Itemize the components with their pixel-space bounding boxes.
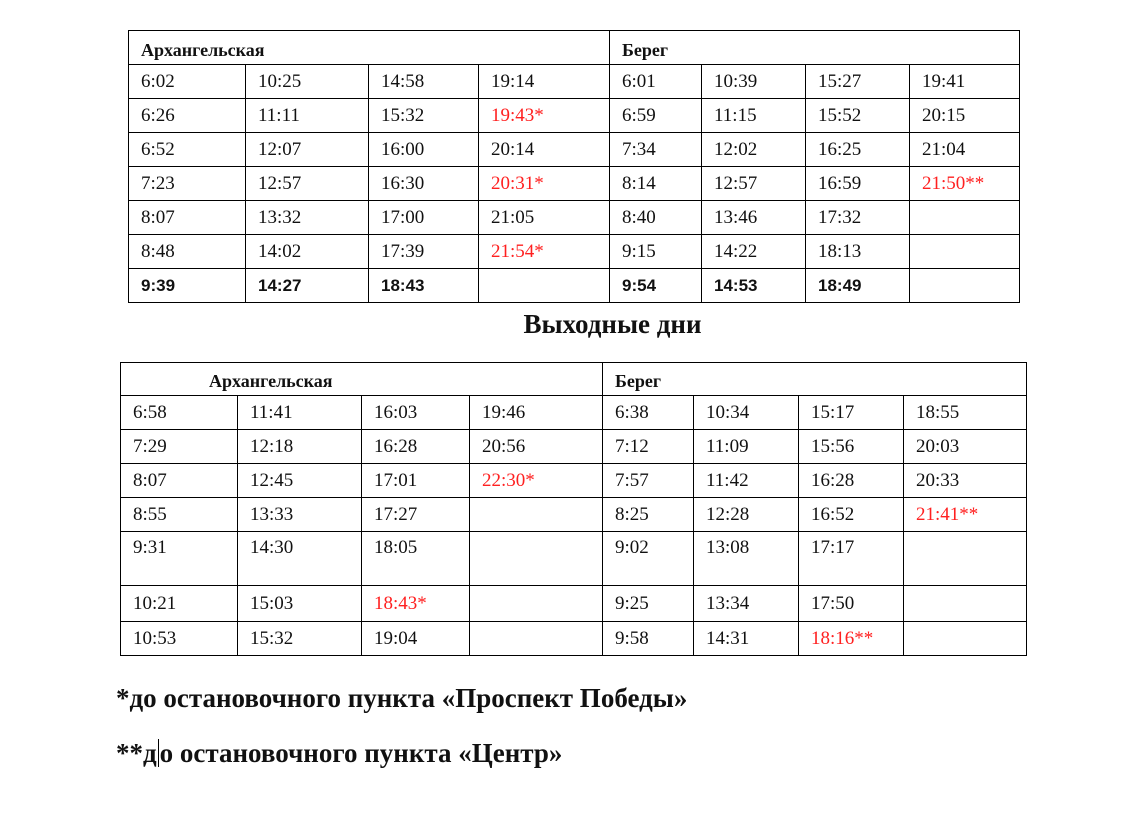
time-cell xyxy=(910,235,1020,269)
time-cell-highlighted: 20:31* xyxy=(479,167,610,201)
column-header-arkhangelskaya: Архангельская xyxy=(121,363,603,396)
time-cell: 17:01 xyxy=(362,464,470,498)
footnote-double-asterisk xyxy=(116,738,562,769)
time-cell: 20:56 xyxy=(470,430,603,464)
table-row xyxy=(121,464,1027,498)
time-cell: 16:00 xyxy=(369,133,479,167)
time-cell: 16:59 xyxy=(806,167,910,201)
time-cell: 9:31 xyxy=(121,532,238,586)
footnote-single-asterisk: *до остановочного пункта «Проспект Победы» xyxy=(116,683,688,713)
time-cell: 17:39 xyxy=(369,235,479,269)
time-cell xyxy=(904,586,1027,622)
table-row xyxy=(129,99,1020,133)
table-row xyxy=(129,133,1020,167)
time-cell: 18:43 xyxy=(369,269,479,303)
time-cell: 15:32 xyxy=(369,99,479,133)
time-cell: 19:41 xyxy=(910,65,1020,99)
time-cell xyxy=(910,269,1020,303)
time-cell: 15:03 xyxy=(238,586,362,622)
time-cell: 21:05 xyxy=(479,201,610,235)
weekend-section-title: Выходные дни xyxy=(523,309,702,339)
time-cell: 12:18 xyxy=(238,430,362,464)
time-cell: 13:33 xyxy=(238,498,362,532)
time-cell: 20:03 xyxy=(904,430,1027,464)
time-cell: 16:52 xyxy=(799,498,904,532)
time-cell: 10:25 xyxy=(246,65,369,99)
time-cell-highlighted: 21:50** xyxy=(910,167,1020,201)
time-cell: 9:25 xyxy=(603,586,694,622)
time-cell: 18:05 xyxy=(362,532,470,586)
time-cell: 6:26 xyxy=(129,99,246,133)
time-cell: 16:30 xyxy=(369,167,479,201)
time-cell: 15:52 xyxy=(806,99,910,133)
footnote-prefix: **д xyxy=(116,738,157,768)
time-cell: 7:29 xyxy=(121,430,238,464)
time-cell: 9:02 xyxy=(603,532,694,586)
time-cell: 11:15 xyxy=(702,99,806,133)
time-cell-highlighted: 18:43* xyxy=(362,586,470,622)
time-cell xyxy=(904,532,1027,586)
text-cursor xyxy=(158,739,159,767)
table-row xyxy=(121,622,1027,656)
time-cell xyxy=(470,498,603,532)
time-cell: 10:21 xyxy=(121,586,238,622)
time-cell: 8:14 xyxy=(610,167,702,201)
time-cell: 18:13 xyxy=(806,235,910,269)
time-cell-highlighted: 21:41** xyxy=(904,498,1027,532)
time-cell: 13:34 xyxy=(694,586,799,622)
time-cell: 13:08 xyxy=(694,532,799,586)
time-cell: 7:34 xyxy=(610,133,702,167)
footnote-text: о остановочного пункта «Центр» xyxy=(159,738,563,768)
time-cell: 17:27 xyxy=(362,498,470,532)
time-cell: 10:53 xyxy=(121,622,238,656)
time-cell: 12:07 xyxy=(246,133,369,167)
time-cell xyxy=(479,269,610,303)
time-cell: 17:32 xyxy=(806,201,910,235)
time-cell: 6:02 xyxy=(129,65,246,99)
time-cell-highlighted: 21:54* xyxy=(479,235,610,269)
time-cell: 21:04 xyxy=(910,133,1020,167)
time-cell: 19:46 xyxy=(470,396,603,430)
time-cell: 16:28 xyxy=(799,464,904,498)
time-cell: 17:50 xyxy=(799,586,904,622)
time-cell: 8:25 xyxy=(603,498,694,532)
time-cell: 6:58 xyxy=(121,396,238,430)
time-cell: 20:15 xyxy=(910,99,1020,133)
time-cell: 10:39 xyxy=(702,65,806,99)
time-cell: 9:54 xyxy=(610,269,702,303)
table-row xyxy=(121,586,1027,622)
weekend-schedule-table xyxy=(120,362,1027,656)
time-cell: 6:01 xyxy=(610,65,702,99)
time-cell: 20:14 xyxy=(479,133,610,167)
table-row xyxy=(129,167,1020,201)
table-row xyxy=(129,65,1020,99)
time-cell: 14:27 xyxy=(246,269,369,303)
column-header-arkhangelskaya: Архангельская xyxy=(129,31,610,65)
time-cell: 12:45 xyxy=(238,464,362,498)
time-cell: 18:55 xyxy=(904,396,1027,430)
time-cell-highlighted: 18:16** xyxy=(799,622,904,656)
time-cell: 11:42 xyxy=(694,464,799,498)
time-cell: 8:48 xyxy=(129,235,246,269)
time-cell: 15:32 xyxy=(238,622,362,656)
table-row xyxy=(121,532,1027,586)
time-cell: 15:27 xyxy=(806,65,910,99)
time-cell: 6:38 xyxy=(603,396,694,430)
table-row xyxy=(121,396,1027,430)
time-cell: 9:39 xyxy=(129,269,246,303)
time-cell: 6:59 xyxy=(610,99,702,133)
time-cell: 15:17 xyxy=(799,396,904,430)
time-cell: 11:11 xyxy=(246,99,369,133)
time-cell: 18:49 xyxy=(806,269,910,303)
time-cell: 14:53 xyxy=(702,269,806,303)
time-cell: 9:15 xyxy=(610,235,702,269)
time-cell: 19:14 xyxy=(479,65,610,99)
time-cell: 13:46 xyxy=(702,201,806,235)
time-cell: 10:34 xyxy=(694,396,799,430)
table-header-row xyxy=(121,363,1027,396)
time-cell: 14:22 xyxy=(702,235,806,269)
time-cell: 16:03 xyxy=(362,396,470,430)
time-cell xyxy=(470,586,603,622)
time-cell: 7:12 xyxy=(603,430,694,464)
time-cell: 19:04 xyxy=(362,622,470,656)
weekday-schedule-table xyxy=(128,30,1020,303)
time-cell: 8:07 xyxy=(121,464,238,498)
time-cell-highlighted: 19:43* xyxy=(479,99,610,133)
time-cell: 11:09 xyxy=(694,430,799,464)
time-cell: 8:40 xyxy=(610,201,702,235)
time-cell: 12:57 xyxy=(246,167,369,201)
time-cell xyxy=(470,622,603,656)
time-cell: 11:41 xyxy=(238,396,362,430)
time-cell: 6:52 xyxy=(129,133,246,167)
time-cell: 14:58 xyxy=(369,65,479,99)
table-row xyxy=(129,201,1020,235)
time-cell: 9:58 xyxy=(603,622,694,656)
time-cell: 12:02 xyxy=(702,133,806,167)
time-cell-highlighted: 22:30* xyxy=(470,464,603,498)
time-cell: 14:31 xyxy=(694,622,799,656)
table-row xyxy=(129,269,1020,303)
time-cell: 8:55 xyxy=(121,498,238,532)
time-cell: 12:28 xyxy=(694,498,799,532)
time-cell: 14:30 xyxy=(238,532,362,586)
time-cell xyxy=(470,532,603,586)
time-cell: 16:25 xyxy=(806,133,910,167)
time-cell: 12:57 xyxy=(702,167,806,201)
time-cell: 20:33 xyxy=(904,464,1027,498)
time-cell: 13:32 xyxy=(246,201,369,235)
column-header-bereg: Берег xyxy=(610,31,1020,65)
column-header-bereg: Берег xyxy=(603,363,1027,396)
table-row xyxy=(121,498,1027,532)
time-cell xyxy=(904,622,1027,656)
table-header-row xyxy=(129,31,1020,65)
time-cell: 7:23 xyxy=(129,167,246,201)
time-cell: 16:28 xyxy=(362,430,470,464)
time-cell: 17:17 xyxy=(799,532,904,586)
time-cell: 14:02 xyxy=(246,235,369,269)
time-cell: 7:57 xyxy=(603,464,694,498)
time-cell xyxy=(910,201,1020,235)
time-cell: 8:07 xyxy=(129,201,246,235)
time-cell: 15:56 xyxy=(799,430,904,464)
table-row xyxy=(121,430,1027,464)
table-row xyxy=(129,235,1020,269)
time-cell: 17:00 xyxy=(369,201,479,235)
